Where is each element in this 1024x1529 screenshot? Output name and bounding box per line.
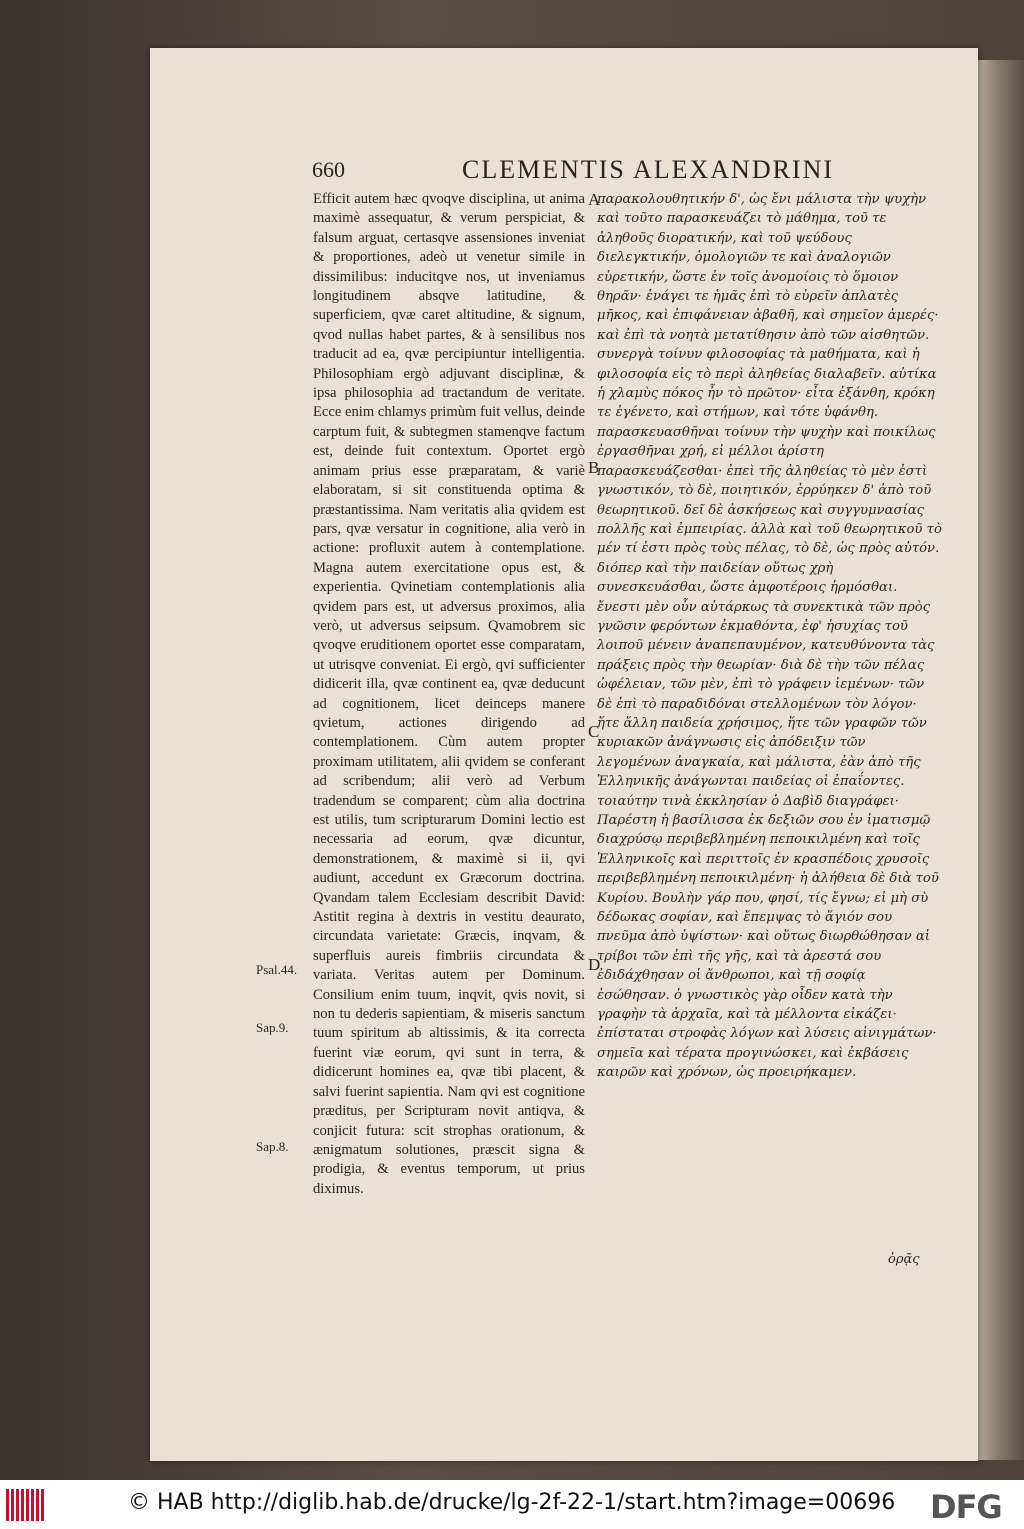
catchword: ὁρᾷς [888, 1252, 920, 1267]
marginal-psal: Psal.44. [256, 962, 298, 977]
footer-bar [0, 1480, 1024, 1529]
latin-column [313, 190, 585, 1199]
running-head [312, 157, 872, 187]
section-letter-c: C [588, 722, 600, 741]
marginal-sap8: Sap.8. [256, 1139, 289, 1154]
dfg-logo-icon: DFG [930, 1488, 1002, 1526]
section-letter-b: B [588, 458, 600, 477]
marginal-sap9: Sap.9. [256, 1020, 289, 1035]
latin-text: Efficit autem hæc qvoqve disciplina, ut anima maximè assequatur, & verum perspiciat, & falsum arguat, certasqve assensiones inveniat & proportiones, adeò ut venetur simile in dissimilibus: inducitqve nos, ut inveniamus longitudinem absqve latitudine, & superficiem, qvæ caret altitudine, & signum, qvod nullas habet partes, & à sensilibus nos traducit ad ea, qvæ percipiuntur intelligentia. Philosophiam ergò adjuvant disciplinæ, & ipsa philosophia ad tractandum de veritate. Ecce enim chlamys primùm fuit vellus, deinde carptum fuit, & subtegmen stamenqve factum est, deinde fuit contextum. Oportet ergò animam prius esse præparatam, & variè elaboratam, si sit constituenda optima & præstantissima. Nam veritatis alia qvidem est pars, qvæ versatur in cognitione, alia verò in actione: profluxit autem à contemplatione. Magna autem exercitatione opus est, & experientia. Qvinetiam contemplationis alia qvidem pars est, ut adversus proximos, alia verò, ut adversus seipsum. Qvamobrem sic qvoqve eruditionem oportet esse comparatam, ut utrisqve conveniat. Ei ergò, qvi sufficienter didicerit illa, qvæ continent ea, qvæ deducunt ad cognitionem, licet deinceps manere qvietum, actiones dirigendo ad contemplationem. Cùm autem propter proximam utilitatem, alii qvidem se conferant ad scribendum; alii verò ad Verbum tradendum se comparent; cùm alia doctrina est utilis, tum scripturarum Domini lectio est necessaria ad eorum, qvæ dicuntur, demonstrationem, & maximè si ii, qvi audiunt, accedunt ex Græcorum doctrina. Qvandam talem Ecclesiam describit David: Astitit regina à dextris in vestitu deaurato, circundata varietate: Græcis, inqvam, & superfluis aureis fimbriis circundata & variata. Veritas autem per Dominum. Consilium enim tuum, inqvit, qvis novit, si non tu dederis sapientiam, & miseris sanctum tuum spiritum ab altissimis, & ita correcta fuerint viæ eorum, qvi sunt in terra, & didicerunt homines ea, qvæ tibi placent, & salvi fuerint sapientia. Nam qvi est cognitione præditus, per Scripturam novit antiqva, & conjicit futura: scit strophas orationum, & ænigmatum solutiones, præscit signa & prodigia, & eventus temporum, ut prius diximus. [313, 191, 585, 1197]
book-page-edge [978, 60, 1024, 1460]
running-title: CLEMENTIS ALEXANDRINI [462, 155, 835, 184]
greek-text: παρακολουθητικήν δ', ὡς ἔνι μάλιστα τὴν ψυχὴν καὶ τοῦτο παρασκευάζει τὸ μάθημα, τοῦ τε ἀληθοῦς διορατικήν, καὶ τοῦ ψεύδους διελεγκτικήν, ὁμολογιῶν τε καὶ ἀναλογιῶν εὑρετικήν, ὥστε ἐν τοῖς ἀνομοίοις τὸ ὅμοιον θηρᾶν· ἐνάγει τε ἡμᾶς ἐπὶ τὸ εὑρεῖν ἀπλατὲς μῆκος, καὶ ἐπιφάνειαν ἀβαθῆ, καὶ σημεῖον ἀμερές· καὶ ἐπὶ τὰ νοητὰ μετατίθησιν ἀπὸ τῶν αἰσθητῶν. συνεργὰ τοίνυν φιλοσοφίας τὰ μαθήματα, καὶ ἡ φιλοσοφία εἰς τὸ περὶ ἀληθείας διαλαβεῖν. αὐτίκα ἡ χλαμὺς πόκος ἦν τὸ πρῶτον· εἶτα ἐξάνθη, κρόκη τε ἐγένετο, καὶ στήμων, καὶ τότε ὑφάνθη. παρασκευασθῆναι τοίνυν τὴν ψυχὴν καὶ ποικίλως ἐργασθῆναι χρή, εἰ μέλλοι ἀρίστη παρασκευάζεσθαι· ἐπεὶ τῆς ἀληθείας τὸ μὲν ἐστὶ γνωστικόν, τὸ δὲ, ποιητικόν, ἐρρύηκεν δ' ἀπὸ τοῦ θεωρητικοῦ. δεῖ δὲ ἀσκήσεως καὶ συγγυμνασίας πολλῆς καὶ ἐμπειρίας. ἀλλὰ καὶ τοῦ θεωρητικοῦ τὸ μέν τί ἐστι πρὸς τοὺς πέλας, τὸ δὲ, ὡς πρὸς αὐτόν. διόπερ καὶ τὴν παιδείαν οὕτως χρὴ συνεσκευάσθαι, ὥστε ἀμφοτέροις ἡρμόσθαι. ἔνεστι μὲν οὖν αὐτάρκως τὰ συνεκτικὰ τῶν πρὸς γνῶσιν φερόντων ἐκμαθόντα, ἐφ' ἡσυχίας τοῦ λοιποῦ μένειν ἀναπεπαυμένον, κατευθύνοντα τὰς πράξεις πρὸς τὴν θεωρίαν· διὰ δὲ τὴν τῶν πέλας ὠφέλειαν, τῶν μὲν, ἐπὶ τὸ γράφειν ἱεμένων· τῶν δὲ ἐπὶ τὸ παραδιδόναι στελλομένων τὸν λόγον· ἥτε ἄλλη παιδεία χρήσιμος, ἥτε τῶν γραφῶν τῶν κυριακῶν ἀνάγνωσις εἰς ἀπόδειξιν τῶν λεγομένων ἀναγκαία, καὶ μάλιστα, ἐὰν ἀπὸ τῆς Ἑλληνικῆς ἀνάγωνται παιδείας οἱ ἐπαΐοντες. τοιαύτην τινὰ ἐκκλησίαν ὁ Δαβὶδ διαγράφει· Παρέστη ἡ βασίλισσα ἐκ δεξιῶν σου ἐν ἱματισμῷ διαχρύσῳ περιβεβλημένη πεποικιλμένη καὶ τοῖς Ἑλληνικοῖς καὶ περιττοῖς ἐν κρασπέδοις χρυσοῖς περιβεβλημένη πεποικιλμένη· ἡ ἀλήθεια δὲ διὰ τοῦ Κυρίου. Βουλὴν γάρ που, φησί, τίς ἔγνω; εἰ μὴ σὺ δέδωκας σοφίαν, καὶ ἔπεμψας τὸ ἅγιόν σου πνεῦμα ἀπὸ ὑψίστων· καὶ οὕτως διωρθώθησαν αἱ τρίβοι τῶν ἐπὶ τῆς γῆς, καὶ τὰ ἀρεστά σου ἐδιδάχθησαν οἱ ἄνθρωποι, καὶ τῇ σοφίᾳ ἐσώθησαν. ὁ γνωστικὸς γὰρ οἶδεν κατὰ τὴν γραφὴν τὰ ἀρχαῖα, καὶ τὰ μέλλοντα εἰκάζει· ἐπίσταται στροφὰς λόγων καὶ λύσεις αἰνιγμάτων· σημεῖα καὶ τέρατα προγινώσκει, καὶ ἐκβάσεις καιρῶν καὶ χρόνων, ὡς προειρήκαμεν. [597, 192, 942, 1081]
greek-column [597, 190, 942, 1083]
hab-flag-icon [6, 1489, 44, 1521]
page-number: 660 [312, 157, 345, 182]
section-letter-a: A [588, 190, 601, 209]
section-letter-d: D [588, 955, 601, 974]
footer-copyright-url[interactable]: © HAB http://diglib.hab.de/drucke/lg-2f-22-1/start.htm?image=00696 [128, 1490, 896, 1515]
